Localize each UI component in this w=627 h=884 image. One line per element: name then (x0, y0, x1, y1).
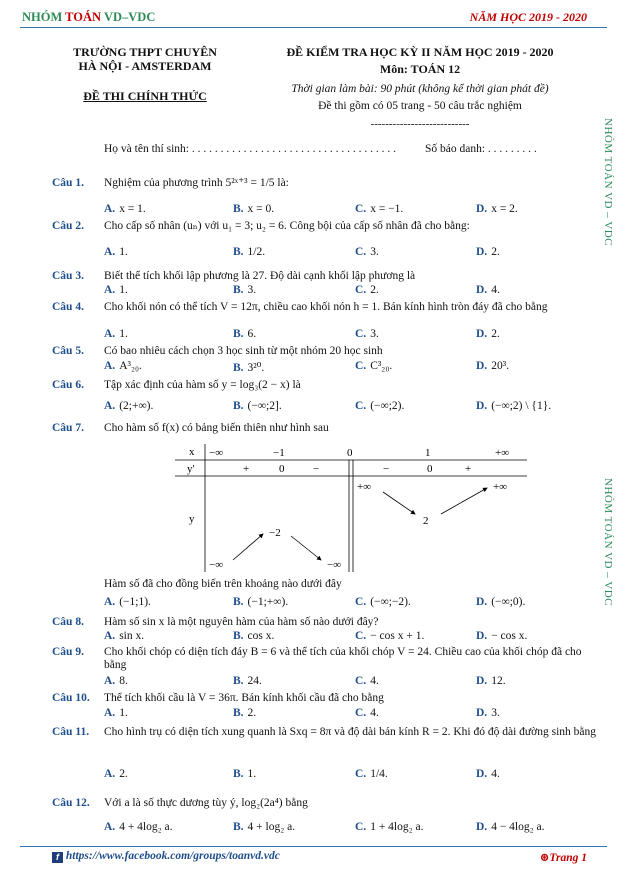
option-value: 2. (119, 768, 128, 780)
answer-option[interactable] (104, 596, 151, 608)
option-key: C. (355, 360, 367, 372)
option-value: 1/4. (370, 768, 388, 780)
option-value: 4. (491, 284, 500, 296)
table-x-val-4: +∞ (495, 447, 510, 459)
question-label: Câu 6. (52, 379, 84, 391)
option-key: D. (476, 821, 488, 833)
page-icon: ⊛ (539, 852, 550, 864)
option-value: 8. (119, 675, 128, 687)
option-key: C. (355, 284, 367, 296)
option-key: C. (355, 768, 367, 780)
option-value: 1 + 4log₂ a. (370, 821, 424, 833)
question-text: Có bao nhiêu cách chọn 3 học sinh từ một nhóm 20 học sinh (104, 345, 383, 357)
table-y-val-2: −∞ (327, 559, 342, 571)
option-value: 3. (370, 246, 379, 258)
answer-option[interactable] (233, 400, 282, 412)
answer-option[interactable] (355, 246, 379, 258)
header-rule (20, 27, 607, 28)
question-text: Hàm số sin x là một nguyên hàm của hàm số nào dưới đây? (104, 616, 379, 628)
answer-option[interactable] (233, 246, 265, 258)
option-value: 4 − 4log₂ a. (491, 821, 545, 833)
option-value: 4 + log₂ a. (247, 821, 296, 833)
answer-option[interactable] (355, 360, 392, 372)
question-text: Nghiệm của phương trình 5²ˣ⁺³ = 1/5 là: (104, 177, 289, 189)
answer-option[interactable] (233, 360, 264, 374)
option-key: A. (104, 630, 116, 642)
option-key: B. (233, 768, 244, 780)
option-key: A. (104, 596, 116, 608)
table-yp-sign-4: 0 (427, 463, 433, 475)
option-key: D. (476, 675, 488, 687)
option-key: B. (233, 362, 244, 374)
option-key: A. (104, 246, 116, 258)
option-key: A. (104, 360, 116, 372)
option-key: B. (233, 203, 244, 215)
question-label: Câu 11. (52, 726, 90, 738)
student-name-field: Họ và tên thí sinh: . . . . . . . . . . . . . . . . . . . . . . . . . . . . . . . . . . . . (104, 143, 396, 155)
answer-option[interactable] (233, 630, 274, 642)
answer-option[interactable] (476, 203, 518, 215)
question-text: Cho khối nón có thể tích V = 12π, chiều cao khối nón h = 1. Bán kính hình tròn đáy đã cho bằng (104, 301, 548, 313)
option-value: 20³. (491, 360, 510, 372)
option-value: 12. (491, 675, 506, 687)
table-y-val-3: +∞ (357, 481, 372, 493)
table-yp-sign-3: − (383, 463, 390, 475)
table-x-val-0: −∞ (209, 447, 224, 459)
option-value: 3. (247, 284, 257, 296)
option-value: 1. (119, 328, 128, 340)
answer-option[interactable] (355, 821, 423, 833)
table-y-val-4: 2 (423, 515, 429, 527)
question-text: Thể tích khối cầu là V = 36π. Bán kính khối cầu đã cho bằng (104, 692, 384, 704)
answer-option[interactable] (476, 246, 500, 258)
answer-option[interactable] (104, 246, 128, 258)
option-value: 1. (119, 246, 128, 258)
question-text: Biết thể tích khối lập phương là 27. Độ dài cạnh khối lập phương là (104, 270, 416, 282)
facebook-icon: f (52, 852, 63, 863)
option-key: C. (355, 203, 367, 215)
answer-option[interactable] (233, 203, 274, 215)
option-value: x = 1. (119, 203, 146, 215)
table-yp-sign-1: 0 (279, 463, 285, 475)
option-value: (−∞;2). (370, 400, 405, 412)
answer-option[interactable] (355, 630, 424, 642)
option-key: C. (355, 821, 367, 833)
answer-option[interactable] (355, 596, 411, 608)
option-value: x = 0. (247, 203, 275, 215)
option-key: D. (476, 596, 488, 608)
option-value: − cos x + 1. (370, 630, 425, 642)
exam-title: ĐỀ KIỂM TRA HỌC KỲ II NĂM HỌC 2019 - 2020 (286, 45, 554, 59)
option-value: (−∞;2) \ {1}. (491, 400, 552, 412)
option-key: C. (355, 328, 367, 340)
option-key: C. (355, 596, 367, 608)
option-key: A. (104, 203, 116, 215)
option-key: B. (233, 284, 244, 296)
answer-option[interactable] (476, 707, 500, 719)
question-label: Câu 4. (52, 301, 84, 313)
question-label: Câu 12. (52, 797, 90, 809)
option-value: x = 2. (491, 203, 518, 215)
header-right: NĂM HỌC 2019 - 2020 (469, 10, 587, 24)
table-yp-sign-5: + (465, 463, 472, 475)
answer-option[interactable] (233, 284, 256, 296)
answer-option[interactable] (355, 707, 379, 719)
option-value: (−∞;−2). (370, 596, 411, 608)
option-key: A. (104, 768, 116, 780)
option-key: B. (233, 630, 244, 642)
answer-option[interactable] (476, 596, 525, 608)
answer-option[interactable] (476, 630, 527, 642)
answer-option[interactable] (104, 400, 153, 412)
option-key: A. (104, 400, 116, 412)
answer-option[interactable] (355, 400, 404, 412)
option-key: D. (476, 203, 488, 215)
answer-option[interactable] (233, 707, 256, 719)
answer-option[interactable] (355, 768, 388, 780)
answer-option[interactable] (355, 675, 379, 687)
option-key: D. (476, 360, 488, 372)
exam-subject: Môn: TOÁN 12 (379, 62, 461, 76)
question-label: Câu 2. (52, 220, 84, 232)
option-value: (−1;+∞). (247, 596, 289, 608)
table-yp-label: y' (187, 463, 195, 475)
student-id-field: Số báo danh: . . . . . . . . . (425, 143, 537, 155)
option-key: D. (476, 768, 488, 780)
option-key: D. (476, 400, 488, 412)
table-yp-sign-2: − (313, 463, 320, 475)
option-value: 6. (247, 328, 257, 340)
answer-option[interactable] (355, 284, 379, 296)
option-value: 1. (119, 284, 128, 296)
question-text: Cho hình trụ có diện tích xung quanh là Sxq = 8π và độ dài bán kính R = 2. Khi đó độ dài đường sinh bằng (104, 726, 597, 738)
arrow-down-1 (291, 536, 321, 560)
option-value: − cos x. (491, 630, 528, 642)
answer-option[interactable] (104, 328, 128, 340)
question-text: Cho khối chóp có diện tích đáy B = 6 và thể tích của khối chóp V = 24. Chiều cao của khối chóp đã cho bằng (104, 646, 582, 671)
answer-option[interactable] (476, 821, 544, 833)
option-key: B. (233, 246, 244, 258)
answer-option[interactable] (355, 328, 379, 340)
answer-option[interactable] (476, 360, 509, 372)
option-key: B. (233, 328, 244, 340)
option-value: (−1;1). (119, 596, 151, 608)
arrow-up-1 (233, 534, 263, 560)
table-y-val-0: −∞ (209, 559, 224, 571)
question-label: Câu 3. (52, 270, 84, 282)
option-value: (−∞;0). (491, 596, 526, 608)
table-x-val-1: −1 (273, 447, 285, 459)
option-value: 3. (491, 707, 500, 719)
question-label: Câu 1. (52, 177, 84, 189)
answer-option[interactable] (476, 675, 506, 687)
table-y-val-1: −2 (269, 527, 281, 539)
option-key: B. (233, 821, 244, 833)
option-value: x = −1. (370, 203, 404, 215)
answer-option[interactable] (355, 203, 403, 215)
option-key: A. (104, 328, 116, 340)
table-x-val-2: 0 (347, 447, 353, 459)
side-watermark-top: NHÓM TOÁN VD – VDC (602, 118, 614, 246)
option-key: C. (355, 246, 367, 258)
school-name-2: HÀ NỘI - AMSTERDAM (78, 59, 212, 73)
option-key: A. (104, 821, 116, 833)
table-yp-sign-0: + (243, 463, 250, 475)
option-key: C. (355, 630, 367, 642)
arrow-down-2 (383, 492, 415, 514)
footer-page: ⊛Trang 1 (539, 852, 587, 864)
question-text: Cho cấp số nhân (uₙ) với u₁ = 3; u₂ = 6. Công bội của cấp số nhân đã cho bằng: (104, 220, 470, 232)
answer-option[interactable] (104, 203, 146, 215)
option-value: 3²⁰. (247, 362, 265, 374)
answer-option[interactable] (476, 328, 500, 340)
option-value: 2. (491, 246, 500, 258)
answer-option[interactable] (233, 821, 295, 833)
answer-option[interactable] (104, 675, 128, 687)
footer-rule (20, 846, 607, 847)
answer-option[interactable] (476, 400, 551, 412)
option-value: 2. (491, 328, 500, 340)
answer-option[interactable] (104, 360, 142, 372)
answer-option[interactable] (104, 707, 128, 719)
option-value: cos x. (247, 630, 275, 642)
option-key: A. (104, 675, 116, 687)
exam-pages: Đề thi gồm có 05 trang - 50 câu trắc nghiệm (318, 100, 522, 112)
question-followup: Hàm số đã cho đồng biến trên khoảng nào dưới đây (104, 578, 342, 590)
option-value: 4. (491, 768, 500, 780)
option-key: D. (476, 246, 488, 258)
option-key: B. (233, 675, 244, 687)
option-key: C. (355, 675, 367, 687)
question-label: Câu 8. (52, 616, 84, 628)
official-label: ĐỀ THI CHÍNH THỨC (83, 89, 207, 103)
option-key: A. (104, 707, 116, 719)
variation-table (175, 444, 527, 572)
table-y-val-5: +∞ (493, 481, 508, 493)
question-label: Câu 10. (52, 692, 90, 704)
table-y-label: y (189, 513, 195, 525)
option-value: sin x. (119, 630, 145, 642)
answer-option[interactable] (233, 768, 256, 780)
option-key: A. (104, 284, 116, 296)
answer-option[interactable] (233, 596, 288, 608)
option-key: D. (476, 328, 488, 340)
answer-option[interactable] (476, 768, 500, 780)
table-x-label: x (189, 446, 195, 458)
exam-time: Thời gian làm bài: 90 phút (không kể thời gian phát đề) (291, 83, 549, 95)
question-label: Câu 9. (52, 646, 84, 658)
option-value: 4 + 4log₂ a. (119, 821, 173, 833)
answer-option[interactable] (104, 284, 128, 296)
option-value: 3. (370, 328, 379, 340)
option-value: 2. (370, 284, 379, 296)
question-text: Tập xác định của hàm số y = log₃(2 − x) là (104, 379, 301, 391)
option-value: 2. (247, 707, 257, 719)
question-text: Cho hàm số f(x) có bảng biến thiên như hình sau (104, 422, 329, 434)
option-key: C. (355, 707, 367, 719)
option-value: 24. (247, 675, 262, 687)
option-key: D. (476, 630, 488, 642)
answer-option[interactable] (104, 630, 144, 642)
option-value: (−∞;2]. (247, 400, 282, 412)
question-label: Câu 5. (52, 345, 84, 357)
option-value: A³₂₀. (119, 360, 142, 372)
arrow-up-2 (441, 488, 487, 514)
option-key: D. (476, 284, 488, 296)
answer-option[interactable] (233, 675, 262, 687)
footer-link[interactable]: f https://www.facebook.com/groups/toanvd.vdc (52, 850, 280, 863)
exam-rule: --------------------------- (370, 118, 470, 130)
option-key: B. (233, 400, 244, 412)
option-value: 1. (247, 768, 257, 780)
answer-option[interactable] (104, 768, 128, 780)
answer-option[interactable] (476, 284, 500, 296)
option-value: 1/2. (247, 246, 266, 258)
option-key: C. (355, 400, 367, 412)
option-value: 4. (370, 675, 379, 687)
answer-option[interactable] (104, 821, 172, 833)
option-value: 1. (119, 707, 128, 719)
option-key: B. (233, 596, 244, 608)
question-label: Câu 7. (52, 422, 84, 434)
table-x-val-3: 1 (425, 447, 431, 459)
question-text: Với a là số thực dương tùy ý, log₂(2a⁴) bằng (104, 797, 308, 809)
option-value: 4. (370, 707, 379, 719)
option-key: D. (476, 707, 488, 719)
school-name-1: TRƯỜNG THPT CHUYÊN (73, 45, 217, 59)
option-value: (2;+∞). (119, 400, 154, 412)
answer-option[interactable] (233, 328, 256, 340)
side-watermark-bottom: NHÓM TOÁN VD – VDC (602, 478, 614, 606)
header-left: NHÓM TOÁN VD–VDC (22, 10, 156, 24)
option-value: C³₂₀. (370, 360, 393, 372)
option-key: B. (233, 707, 244, 719)
